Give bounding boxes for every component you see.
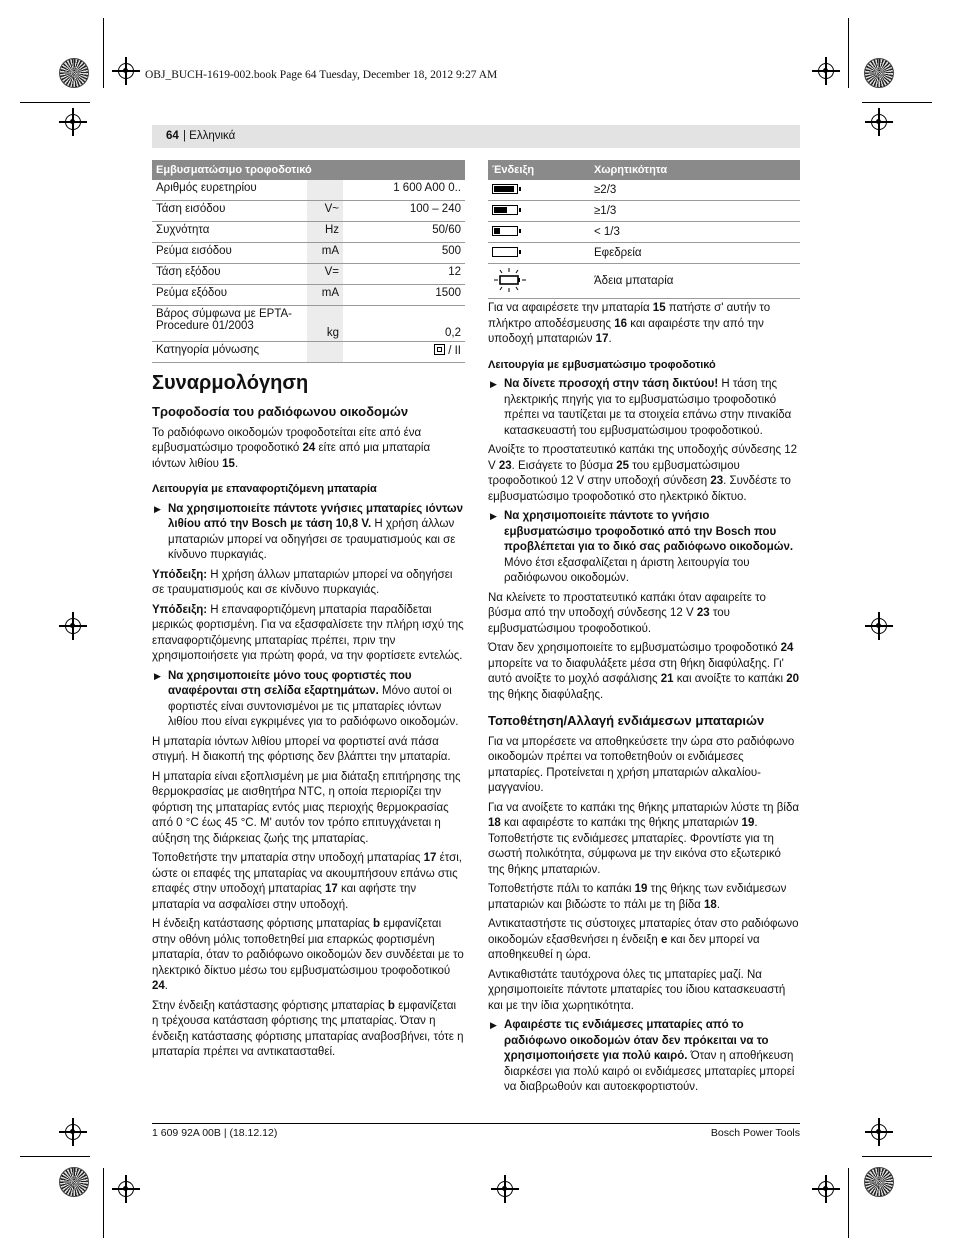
- spec-label: Τάση εξόδου: [152, 264, 307, 285]
- table-row: [488, 180, 800, 201]
- battery-3-bars-icon: [492, 184, 518, 194]
- spec-label: Βάρος σύμφωνα με EPTA-Procedure 01/2003: [152, 306, 307, 342]
- registration-target-icon: [65, 114, 81, 130]
- registration-target-icon: [871, 114, 887, 130]
- paragraph: Η ένδειξη κατάστασης φόρτισης μπαταρίας b εμφανίζεται στην οθόνη μόλις τοποθετηθεί μια επαρκώς φορτισμένη μπαταρία, όταν το ραδιόφωνο οικοδομών δεν συνδέεται με το ηλεκτρικό δίκτυο μέσω του εμβυσματώσιμου τροφοδοτικού 24.: [152, 918, 464, 992]
- spec-label: Αριθμός ευρετηρίου: [152, 180, 307, 201]
- paragraph: Ανοίξτε το προστατευτικό καπάκι της υποδοχής σύνδεσης 12 V 23. Εισάγετε το βύσμα 25 του εμβυσματώσιμου τροφοδοτικού 12 V στην υποδοχή σύνδεση 23. Συνδέστε το εμβυσματώσιμο τροφοδοτικό στο ηλεκτρικό δίκτυο.: [488, 444, 798, 503]
- section-title: Συναρμολόγηση: [152, 372, 309, 394]
- bullet-item: ▶ Να χρησιμοποιείτε πάντοτε το γνήσιο εμβυσματώσιμο τροφοδοτικό από την Bosch που προβλέπεται για το δικό σας ραδιόφωνο οικοδομών. Μόνο έτσι εξασφαλίζεται η άριστη λειτουργία του ραδιόφωνου οικοδομών.: [490, 510, 794, 584]
- insulation-class: / II: [448, 345, 461, 357]
- registration-star-icon: [59, 1167, 89, 1197]
- bullet-item: ▶ Να χρησιμοποιείτε πάντοτε γνήσιες μπαταρίες ιόντων λιθίου από την Bosch με τάση 10,8 V. Η χρήση άλλων μπαταριών μπορεί να οδηγήσει σε τραυματισμούς και σε κίνδυνο πυρκαγιάς.: [154, 502, 463, 561]
- crop-mark: [862, 102, 932, 103]
- crop-mark: [103, 1168, 104, 1238]
- spec-value: 500: [343, 243, 465, 264]
- table-row: [488, 222, 800, 243]
- paragraph: Η μπαταρία είναι εξοπλισμένη με μια διάταξη επιτήρησης της θερμοκρασίας με αισθητήρα NTC, η οποία περιορίζει την φόρτιση της μπαταρίας εντός μιας περιοχής θερμοκρασίας από 0 °C έως 45 °C. Μ' αυτόν τον τρόπο επιτυγχάνεται η αύξηση της διάρκειας ζωής της μπαταρίας.: [152, 770, 461, 845]
- table-row: [152, 285, 465, 306]
- indicator-col-header: Ένδειξη: [488, 160, 590, 180]
- triangle-bullet-icon: ▶: [154, 503, 161, 514]
- capacity-col-header: Χωρητικότητα: [590, 160, 800, 180]
- footer-brand: Bosch Power Tools: [710, 1127, 800, 1139]
- crop-mark: [848, 18, 849, 88]
- page-header-bar: [152, 125, 800, 148]
- bullet-item: ▶ Να δίνετε προσοχή στην τάση δικτύου! Η τάση της ηλεκτρικής πηγής για το εμβυσματώσιμο τροφοδοτικό πρέπει να ταυτίζεται με τα στοιχεία επάνω στην πινακίδα κατασκευαστή του εμβυσματώσιμου τροφοδοτικού.: [490, 378, 792, 437]
- language-label: | Ελληνικά: [183, 130, 236, 142]
- spec-unit: [307, 180, 343, 201]
- registration-target-icon: [65, 618, 81, 634]
- registration-target-icon: [118, 63, 134, 79]
- spec-label: Ρεύμα εισόδου: [152, 243, 307, 264]
- triangle-bullet-icon: ▶: [490, 1020, 497, 1030]
- spec-value: 0,2: [343, 306, 465, 342]
- triangle-bullet-icon: ▶: [490, 379, 497, 389]
- spec-unit: mA: [307, 243, 343, 264]
- crop-mark: [20, 1156, 90, 1157]
- paragraph: Το ραδιόφωνο οικοδομών τροφοδοτείται είτε από ένα εμβυσματώσιμο τροφοδοτικό 24 είτε από μια μπαταρία ιόντων λιθίου 15.: [152, 426, 431, 470]
- spec-value: 1 600 A00 0..: [343, 180, 465, 201]
- spec-value: 1500: [343, 285, 465, 306]
- registration-target-icon: [497, 1181, 513, 1197]
- capacity-value: Άδεια μπαταρία: [590, 264, 800, 299]
- subheading: Λειτουργία με εμβυσματώσιμο τροφοδοτικό: [488, 358, 716, 371]
- spec-unit: [307, 342, 343, 363]
- table-row: [488, 264, 800, 299]
- double-insulation-icon: [434, 344, 445, 355]
- crop-mark: [862, 1156, 932, 1157]
- paragraph: Η μπαταρία ιόντων λιθίου μπορεί να φορτιστεί ανά πάσα στιγμή. Η διακοπή της φόρτισης δεν βλάπτει την μπαταρία.: [152, 735, 451, 763]
- registration-target-icon: [118, 1181, 134, 1197]
- spec-value: [343, 342, 465, 363]
- print-header: OBJ_BUCH-1619-002.book Page 64 Tuesday, December 18, 2012 9:27 AM: [145, 69, 498, 81]
- crop-mark: [20, 102, 90, 103]
- table-row: [152, 243, 465, 264]
- spec-value: 50/60: [343, 222, 465, 243]
- spec-unit: V=: [307, 264, 343, 285]
- table-row: [152, 222, 465, 243]
- spec-value: 100 – 240: [343, 201, 465, 222]
- note: Υπόδειξη: Η επαναφορτιζόμενη μπαταρία παραδίδεται μερικώς φορτισμένη. Για να εξασφαλίσετε την πλήρη ισχύ της επαναφορτιζόμενης μπαταρίας πρέπει, πριν την χρησιμοποιήσετε για πρώτη φορά, να την φορτίσετε εντελώς.: [152, 603, 464, 662]
- registration-star-icon: [59, 58, 89, 88]
- spec-label: Κατηγορία μόνωσης: [152, 342, 307, 363]
- spec-unit: mA: [307, 285, 343, 306]
- paragraph: Αντικαθιστάτε ταυτόχρονα όλες τις μπαταρίες μαζί. Να χρησιμοποιείτε πάντοτε μπαταρίες του ίδιου κατασκευαστή και με την ίδια χωρητικότητα.: [488, 968, 786, 1012]
- registration-target-icon: [818, 63, 834, 79]
- triangle-bullet-icon: ▶: [490, 511, 497, 521]
- capacity-value: < 1/3: [590, 222, 800, 243]
- registration-target-icon: [818, 1181, 834, 1197]
- spec-value: 12: [343, 264, 465, 285]
- bullet-item: ▶ Αφαιρέστε τις ενδιάμεσες μπαταρίες από το ραδιόφωνο οικοδομών όταν δεν πρόκειται να το χρησιμοποιήσετε για πολύ καιρό. Όταν η αποθήκευση διαρκέσει για πολύ καιρό οι ενδιάμεσες μπαταρίες μπορεί να διαβρωθούν και αυτοεκφορτιστούν.: [490, 1019, 795, 1093]
- footer-doc-id: 1 609 92A 00B | (18.12.12): [152, 1127, 278, 1139]
- table-row: [488, 201, 800, 222]
- spec-unit: kg: [307, 306, 343, 342]
- capacity-value: Εφεδρεία: [590, 243, 800, 264]
- battery-empty-icon: [492, 247, 518, 257]
- page-number: 64: [166, 130, 179, 142]
- spec-label: Συχνότητα: [152, 222, 307, 243]
- spec-table-title: Εμβυσματώσιμο τροφοδοτικό: [152, 160, 465, 180]
- table-row: [488, 243, 800, 264]
- spec-unit: Hz: [307, 222, 343, 243]
- subsection-title: Τοποθέτηση/Αλλαγή ενδιάμεσων μπαταριών: [488, 713, 765, 728]
- table-row: [152, 264, 465, 285]
- spec-label: Τάση εισόδου: [152, 201, 307, 222]
- triangle-bullet-icon: ▶: [154, 670, 161, 681]
- table-row: [152, 180, 465, 201]
- battery-2-bars-icon: [492, 205, 518, 215]
- registration-target-icon: [65, 1124, 81, 1140]
- bullet-item: ▶ Να χρησιμοποιείτε μόνο τους φορτιστές που αναφέρονται στη σελίδα εξαρτημάτων. Μόνο αυτοί οι φορτιστές είναι συντονισμένοι με τις μπαταρίες ιόντων λιθίου που είναι εγκριμένες για το ραδιόφωνο οικοδομών.: [154, 669, 459, 728]
- spec-unit: V~: [307, 201, 343, 222]
- registration-star-icon: [864, 1167, 894, 1197]
- table-row: [152, 306, 465, 342]
- capacity-value: ≥1/3: [590, 201, 800, 222]
- left-column: [152, 404, 465, 1065]
- paragraph: Να κλείνετε το προστατευτικό καπάκι όταν αφαιρείτε το βύσμα από την υποδοχή σύνδεσης 12 V 23 του εμβυσματώσιμου τροφοδοτικού.: [488, 591, 766, 635]
- battery-flashing-icon: [492, 267, 528, 293]
- crop-mark: [848, 1168, 849, 1238]
- table-row: [152, 201, 465, 222]
- registration-target-icon: [871, 1124, 887, 1140]
- paragraph: Για να μπορέσετε να αποθηκεύσετε την ώρα στο ραδιόφωνο οικοδομών πρέπει να τοποθετηθούν οι ενδιάμεσες μπαταρίες. Προτείνεται η χρήση μπαταριών αλκαλίου-μαγγανίου.: [488, 735, 795, 794]
- capacity-value: ≥2/3: [590, 180, 800, 201]
- paragraph: Τοποθετήστε την μπαταρία στην υποδοχή μπαταρίας 17 έτσι, ώστε οι επαφές της μπαταρίας να ακουμπήσουν επάνω στις επαφές στην υποδοχή μπαταρίας 17 και αφήστε την μπαταρία να ασφαλίσει στην υποδοχή.: [152, 852, 462, 911]
- registration-star-icon: [864, 58, 894, 88]
- paragraph: Αντικαταστήστε τις σύστοιχες μπαταρίες όταν στο ραδιόφωνο οικοδομών εξασθενήσει η ένδειξη e και δεν μπορεί να αποθηκευθεί η ώρα.: [488, 918, 799, 961]
- paragraph: Για να ανοίξετε το καπάκι της θήκης μπαταριών λύστε τη βίδα 18 και αφαιρέστε το καπάκι της θήκης μπαταριών 19. Τοποθετήστε τις ενδιάμεσες μπαταρίες. Φροντίστε για τη σωστή πολικότητα, σύμφωνα με την εικόνα στο εξωτερικό της θήκης μπαταριών.: [488, 801, 799, 876]
- paragraph: Στην ένδειξη κατάστασης φόρτισης μπαταρίας b εμφανίζεται η τρέχουσα κατάσταση φόρτισης της μπαταρίας. Όταν η ένδειξη κατάστασης φόρτισης μπαταρίας αναβοσβήνει, τότε η μπαταρία πρέπει να αντικατασταθεί.: [152, 999, 464, 1058]
- subsection-title: Τροφοδοσία του ραδιόφωνου οικοδομών: [152, 404, 409, 419]
- right-column: [488, 301, 800, 1100]
- paragraph: Τοποθετήστε πάλι το καπάκι 19 της θήκης των ενδιάμεσων μπαταριών και βιδώστε το πάλι με τη βίδα 18.: [488, 883, 787, 911]
- page-footer: [152, 1123, 800, 1139]
- note: Υπόδειξη: Η χρήση άλλων μπαταριών μπορεί να οδηγήσει σε τραυματισμούς και σε κίνδυνο πυρκαγιάς.: [152, 568, 453, 596]
- subheading: Λειτουργία με επαναφορτιζόμενη μπαταρία: [152, 483, 377, 495]
- table-row: [152, 342, 465, 363]
- spec-table: [152, 160, 465, 363]
- paragraph: Όταν δεν χρησιμοποιείτε το εμβυσματώσιμο τροφοδοτικό 24 μπορείτε να το διαφυλάξετε μέσα στη θήκη διαφύλαξης. Γι' αυτό ανοίξτε το μοχλό ασφάλισης 21 και ανοίξτε το καπάκι 20 της θήκης διαφύλαξης.: [488, 642, 800, 701]
- spec-label: Ρεύμα εξόδου: [152, 285, 307, 306]
- paragraph: Για να αφαιρέσετε την μπαταρία 15 πατήστε σ' αυτήν το πλήκτρο αποδέσμευσης 16 και αφαιρέστε την από την υποδοχή μπαταριών 17.: [488, 302, 771, 345]
- battery-1-bar-icon: [492, 226, 518, 236]
- registration-target-icon: [871, 618, 887, 634]
- crop-mark: [103, 18, 104, 88]
- indicator-table: [488, 160, 800, 299]
